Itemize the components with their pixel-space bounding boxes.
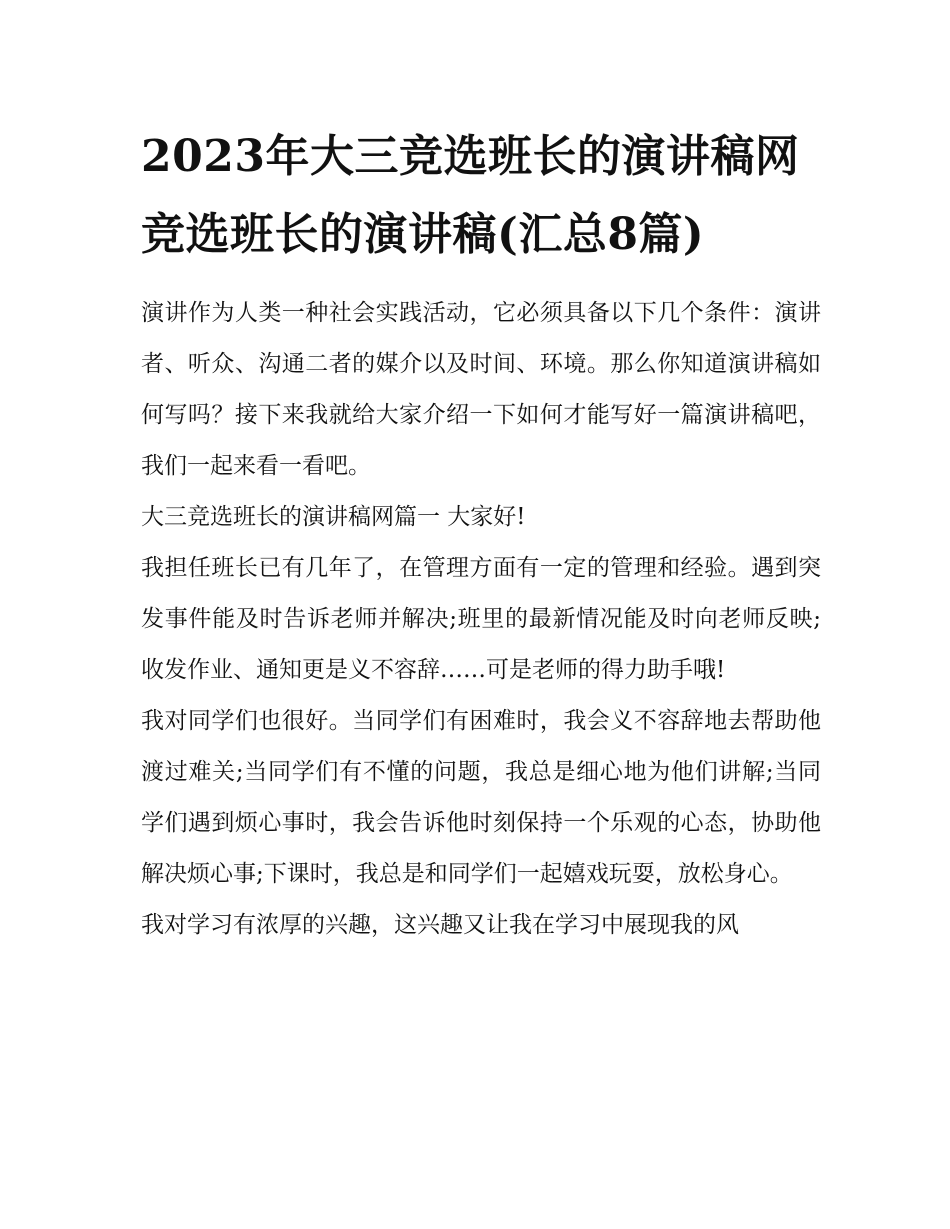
paragraph-section-heading: 大三竞选班长的演讲稿网篇一 大家好! [141,504,526,530]
paragraph-intro: 演讲作为人类一种社会实践活动，它必须具备以下几个条件：演讲者、听众、沟通二者的媒介以及时间、环境。那么你知道演讲稿如何写吗？接下来我就给大家介绍一下如何才能写好一篇演讲稿吧，我们一起来看一看吧。 [141,300,821,479]
paragraph-experience: 我担任班长已有几年了，在管理方面有一定的管理和经验。遇到突发事件能及时告诉老师并解决;班里的最新情况能及时向老师反映;收发作业、通知更是义不容辞……可是老师的得力助手哦! [141,555,821,683]
document-title: 2023年大三竞选班长的演讲稿网 竞选班长的演讲稿(汇总8篇) [141,131,800,260]
document-body [141,288,821,951]
document-page [141,118,821,951]
paragraph-study: 我对学习有浓厚的兴趣，这兴趣又让我在学习中展现我的风 [141,912,739,938]
paragraph-classmates: 我对同学们也很好。当同学们有困难时，我会义不容辞地去帮助他渡过难关;当同学们有不懂的问题，我总是细心地为他们讲解;当同学们遇到烦心事时，我会告诉他时刻保持一个乐观的心态，协助他解决烦心事;下课时，我总是和同学们一起嬉戏玩耍，放松身心。 [141,708,821,887]
